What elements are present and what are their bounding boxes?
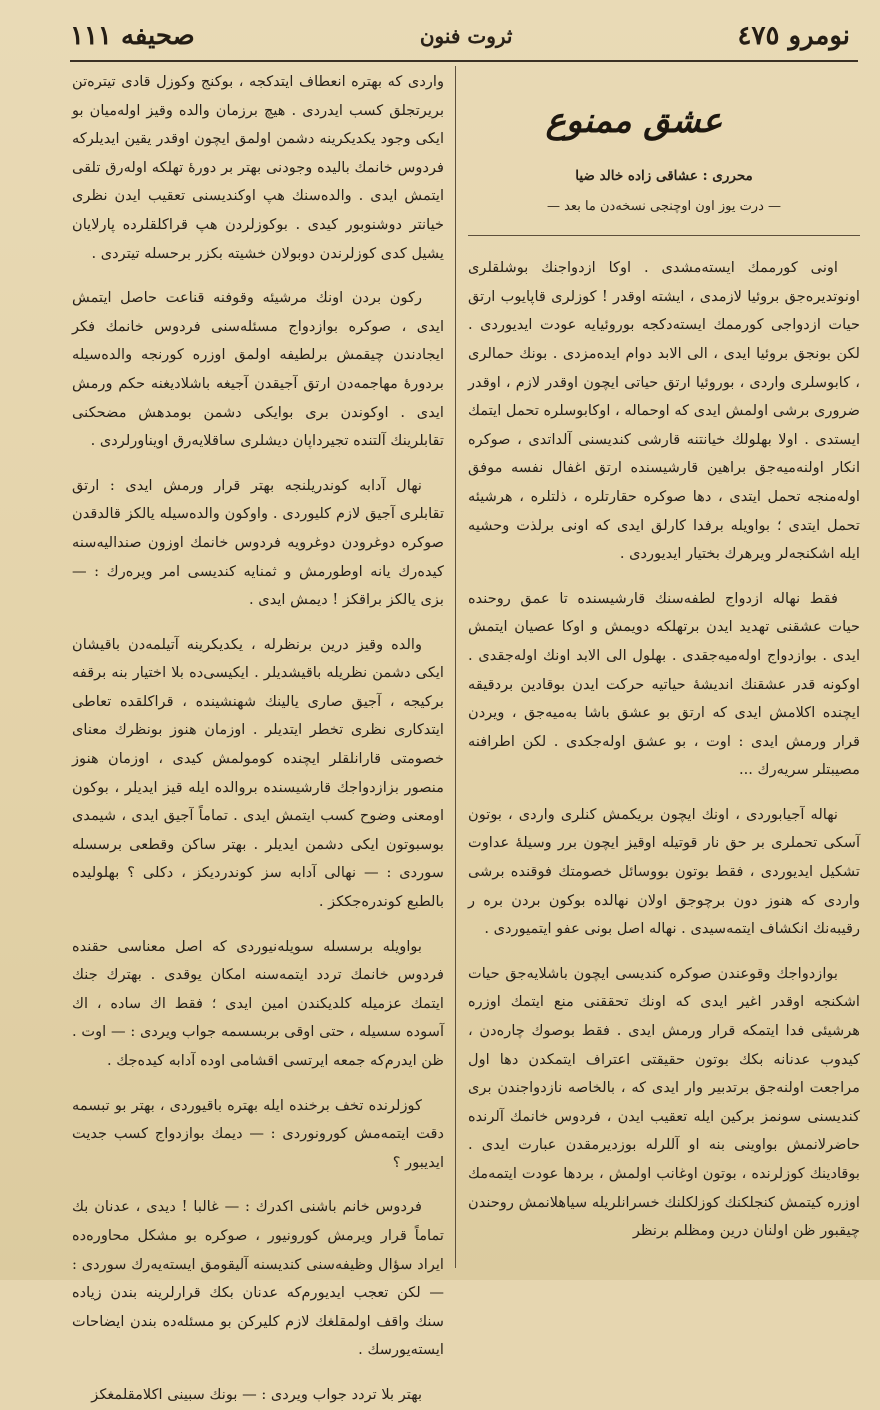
article-subtitle: — درت یوز اون اوچنجی نسخه‌دن ما بعد —: [546, 198, 782, 214]
paragraph: والده وقیز درین برنظرله ، یکدیکرینه آتیلمه‌دن باقیشان ایکی دشمن نظریله باقیشدیلر . ایکیسی‌ده بلا اختیار بنه برقفه برکیجه ، آجیق صاری یالینك شهنشینده ، قراکلقده تعاطی ایتدکاری نظری تخطر ایتدیلر . اوزمان هنوز بونظرك معنای خصومتی قارانلقلر ایچنده کومولمش کیدی ، اوزمان هنوز منصور بزازدواجك قارشیسنده بروالده ایله قیز ایدیلر ، بوکون اومعنی وضوح کسب ایتمش ایدی . تماماً آجیق ایدی ، شیمدی بوسبوتون ایکی دشمن ایدیلر . بهتر ساکن وقطعی برسسله سوردی : — نهالی آدابه سز کوندردیکز ، دکلی ؟ بهلولیده بالطبع کوندره‌جککز .: [72, 635, 444, 911]
title-separator: [468, 235, 860, 236]
article-title: عشق ممنوع: [545, 100, 723, 141]
paragraph: بوازدواجك وقوعندن صوکره کندیسی ایچون باشلایه‌جق حیات اشکنجه اوقدر اغیر ایدی که اونك تحققنی منع ایتمك اوزره هرشیئی فدا ایتمکه قرار ورمش ایدی . فقط بوصوك چاره‌دن ، کیدوب عدنانه بکك بوتون حقیقتی اعتراف ایتمکدن دها اول مراجعت اولنه‌جق برتدبیر وار ایدی که ، بالخاصه نازدواجندن بری کندیسنی سونمز برکین ایله تعقیب ایدن ، فردوس خانمك آلرنده حاضرلانمش بواوینی بنه او آللرله بوزدیرمقدن عبارت ایدی . بوقادینك کوزلرنده ، بوتون اوغانب اولمش ، بردها عودت ایتمه‌مك اوزره کیتمش کنجلکنك کوزلکلنك خسرانلریله سیاهلانمش روحندن چیقبور ظن اولنان درین ومظلم برنظر: [468, 964, 860, 1240]
column-divider: [455, 66, 456, 1268]
paragraph: نهال آدابه کوندریلنجه بهتر قرار ورمش ایدی : ارتق تقابلری آجیق لازم کلیوردی . واوکون والده‌سیله یالکز قالدقدن صوکره دوغرودن دوغرویه فردوس خانمك اوزون صندالیه‌سنه کیده‌رك یانه اوطورمش و ثمنایه کندیسی امر ویره‌رك : — بزی یالکز براقکز ! دیمش ایدی .: [72, 476, 444, 609]
paragraph: فقط نهاله ازدواج لطفه‌سنك قارشیسنده تا عمق روحنده حیات عشقنی تهدید ایدن برتهلکه دویمش و اوکا عصیان ایتمش ایدی . بوازدواج اوله‌میه‌جقدی . بهلول الی الابد اونك اوله‌جقدی . اوکونه قدر عشقنك اندیشهٔ حیاتیه حرکت ایدن بوقادین بردقیقه ایچنده اکلامش ایدی که ارتق بو عشق باشا به‌میه‌جق ، ویردن قرار ورمش ایدی : اوت ، بو عشق اوله‌جکدی . لکن اطرافنه مصیبتلر سریه‌رك ...: [468, 589, 860, 779]
article-byline: محرری : عشاقی زاده خالد ضیا: [575, 168, 753, 184]
page-number: صحیفه ۱۱۱: [70, 21, 195, 51]
left-column: [72, 68, 444, 1403]
paragraph: نهاله آجیابوردی ، اونك ایچون بریکمش کنلری واردی ، بوتون آسکی تحملری بر حق نار قوتیله اوقیز ایچون برر وسیلهٔ عداوت تشکیل ایدیوردی ، فقط بوتون بووسائل خصومتك فوقنده برشی واردی که هنوز دون برچوجق اولان نهالده بوکون بردن بره ر رقیبه‌نك انکشاف ایتمه‌سیدی . نهاله اصل بونی عفو ایتمیوردی .: [468, 805, 860, 938]
paragraph: رکون بردن اونك مرشیئه وقوفنه قناعت حاصل ایتمش ایدی ، صوکره بوازدواج مسئله‌سنی فردوس خانمك فکر ایجادندن چیقمش برلطیفه اولمق اوزره کورنجه والده‌سیله بردورهٔ مهاجمه‌دن ارتق آجیقدن آجیغه باشلادیغنه حکم ورمش ایدی . اوکوندن بری بوایکی دشمن بومدهش مضحکنی تقابلرینك آلتنده تجیرداپان دیشلری ساقلایه‌رق اویناورلردی .: [72, 289, 444, 450]
right-column: [468, 68, 860, 1270]
page-header: [70, 16, 850, 56]
paragraph: بواویله برسسله سویله‌نیوردی که اصل معناسی حقنده فردوس خانمك تردد ایتمه‌سنه امکان یوقدی . بهترك جنك ایتمك عزمیله کلدیکندن امین ایدی ؛ فقط اك ساده ، اك آسوده سسیله ، حتی اوقی بربسسمه جواب ویردی : — اوت . ظن ایدرم‌که جمعه ایرتسی اقشامی اوده آدابه کیده‌جك .: [72, 937, 444, 1069]
header-rule: [70, 60, 858, 62]
issue-number: نومرو ٤٧٥: [737, 21, 850, 51]
publication-title: ثروت فنون: [419, 24, 513, 48]
paragraph: اونی کورممك ایسته‌مشدی . اوکا ازدواجنك بوشلقلری اونوتدیره‌جق بروئیا لازمدی ، ایشته اوقدر ! کوزلری قاپایوب ارتق حیات ازدواجی کورممك ایسته‌دکجه بوروئیایه عودت ایدیوردی . لکن بونجق بروئیا ایدی ، الی الابد دوام ایده‌مزدی . بونك حمالری ، کابوسلری واردی ، بوروئیا ارتق حیاتی ایچون اوقدر لازم ، اوقدر ضروری برشی اولمش ایدی که اوحماله ، اوکابوسلره تحمل ایتمك ایستدی . اولا بهلولك خیانتنه قارشی کندیسنی آلداتدی ، صوکره انکار اولنه‌میه‌جق براهین قارشیسنده ارتق اغفال نفسه موفق اوله‌منجه تحمل ایتدی ، دها صوکره حقارتلره ، ذلتلره ، هرشیئه تحمل ایتدی ؛ بواویله برفدا کارلق ایدی که اونی برلذت وحشیه ایله اشکنجه‌لر ویرهرك بختیار ایدیوردی .: [468, 259, 860, 563]
paragraph: واردی که بهتره انعطاف ایتدکجه ، بوکنج وکوزل قادی تیتره‌تن بریرتجلق کسب ایدردی . هیچ برزمان والده وقیز اوله‌میان بو ایکی وجود یکدیکرینه دشمن اولمق ایچون اوقدر یقین ایدیلرکه فردوس خانمك بالیده وجودنی بهتر بر دورهٔ تهلکه اوله‌رق تلقی ایتمش ایدی . والده‌سنك هپ اوکندیسنی تعقیب ایدن نظری خیانتر دوشنوبور کیدی . بوکوزلردن هپ قراکلقلرده پارلایان یشیل کدی کوزلرندن دوبولان خشیته بکزر برحسله تیتردی .: [72, 73, 444, 262]
article-title-block: [528, 86, 740, 156]
paragraph: کوزلرنده تخف برخنده ایله بهتره باقیوردی ، بهتر بو تبسمه دقت ایتمه‌مش کورونوردی : — دیمك بوازدواج کسب جدیت ایدیبور ؟: [72, 1096, 444, 1171]
paragraph: فردوس خانم باشنی اکدرك : — غالبا ! دیدی ، عدنان بك تماماً قرار ویرمش کورونیور ، صوکره بو مشکل محاوره‌ده ایراد سؤال وظیفه‌سنی کندیسنه آلیقومق ایسته‌یه‌رك سوردی : — لکن تعجب ایدیورم‌که عدنان بکك قرارلرینه بندن زیاده سنك واقف اولمقلغك لازم کلیرکن بو مسئله‌ده بندن ایضاحات ایسته‌یورسك .: [72, 1198, 444, 1359]
paragraph: بهتر بلا تردد جواب ویردی : — بونك سبینی اکلامقلمغکز: [91, 1385, 422, 1403]
